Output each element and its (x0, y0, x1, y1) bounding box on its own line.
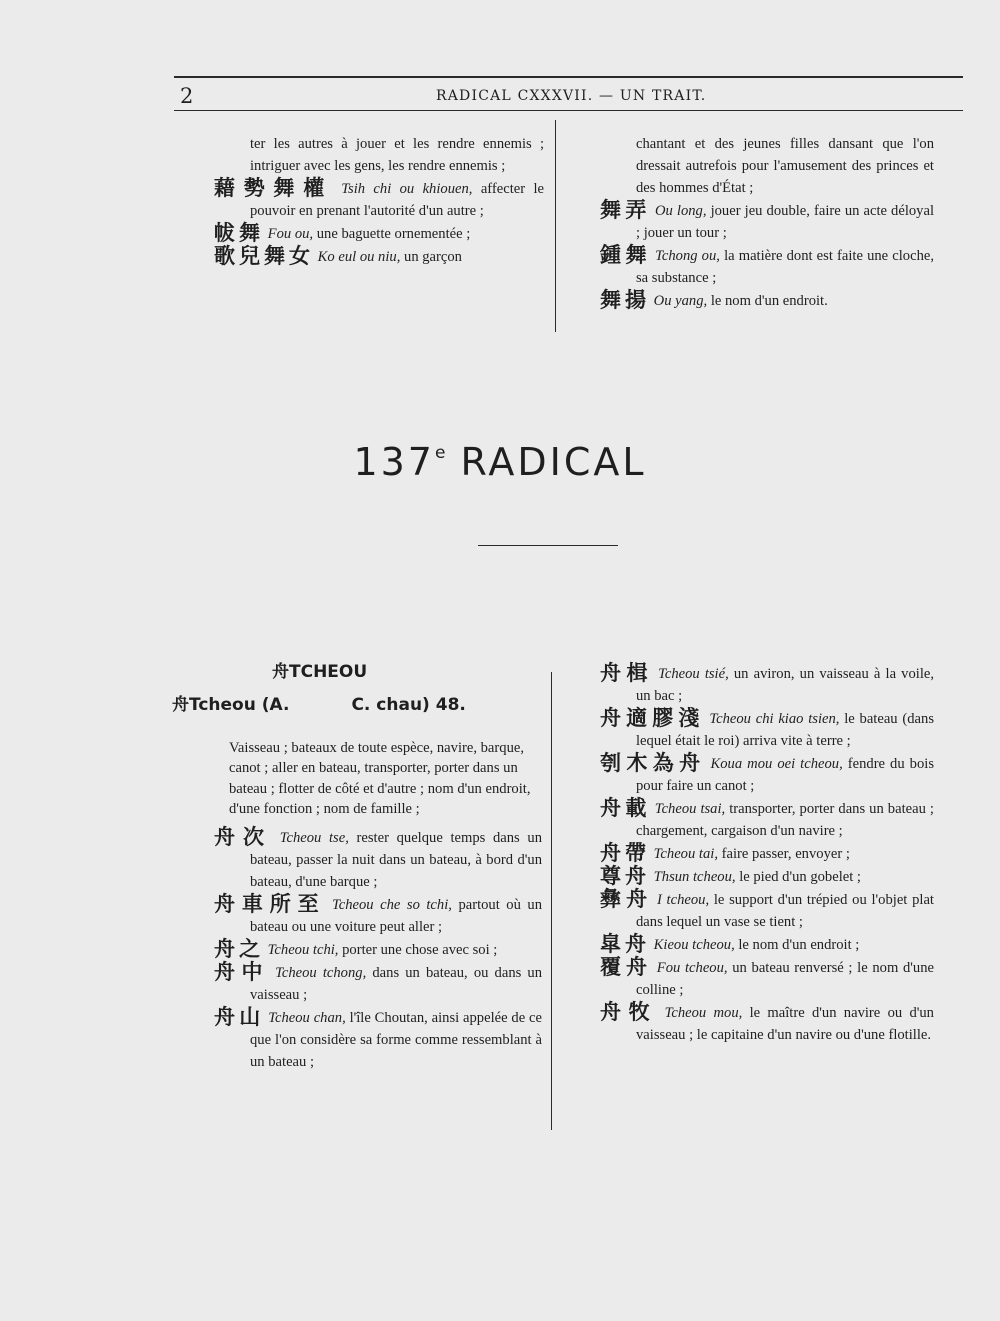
headword-line-char: 舟 (172, 695, 189, 715)
page-number: 2 (180, 84, 194, 108)
entry-romanization: Thsun tcheou, (653, 869, 736, 885)
entry-romanization: Ou yang, (653, 293, 708, 309)
entry-characters: 舞弄 (600, 198, 651, 222)
entry-definition: porter une chose avec soi ; (342, 942, 498, 958)
entry-definition: le pied d'un gobelet ; (739, 869, 861, 885)
section-title (0, 440, 1000, 484)
entry-characters: 鍾舞 (600, 243, 651, 267)
entry-romanization: Ko eul ou niu, (317, 249, 401, 265)
bottom-right-column (600, 662, 934, 1046)
entry-definition: chantant et des jeunes filles dansant que l'on dressait autrefois pour l'amusement des princes et des hommes d'État ; (636, 136, 934, 196)
headword-title-text: TCHEOU (289, 662, 368, 682)
dictionary-entry (600, 707, 934, 752)
entry-definition: jouer jeu double, faire un acte déloyal ; jouer un tour ; (636, 203, 935, 241)
entry-romanization: Kieou tcheou, (653, 937, 735, 953)
section-divider (478, 545, 618, 546)
entry-definition: un aviron, un vaisseau à la voile, un bac ; (636, 666, 934, 704)
dictionary-entry (214, 826, 542, 893)
entry-definition: faire passer, envoyer ; (721, 846, 850, 862)
entry-romanization: Tcheou tchong, (275, 965, 367, 981)
dictionary-entry (600, 662, 934, 707)
entry-characters: 皐舟 (600, 932, 650, 956)
headword-title (272, 657, 367, 682)
entry-characters: 舟之 (214, 937, 264, 961)
entry-romanization: Koua mou oei tcheou, (710, 756, 843, 772)
entry-definition: ter les autres à jouer et les rendre ennemis ; intriguer avec les gens, les rendre ennemis ; (250, 136, 544, 174)
entry-characters: 藉勢舞權 (214, 176, 333, 200)
dictionary-entry (214, 245, 544, 268)
entry-definition: le nom d'un endroit. (710, 293, 828, 309)
entry-definition: fendre du bois pour faire un canot ; (636, 756, 934, 794)
entry-definition: le nom d'un endroit ; (738, 937, 860, 953)
entry-definition: le maître d'un navire ou d'un vaisseau ; le capitaine d'un navire ou d'une flotille. (636, 1005, 934, 1043)
section-title-text: RADICAL (460, 440, 647, 484)
dictionary-entry (600, 865, 934, 888)
entry-romanization: Tcheou che so tchi, (331, 897, 452, 913)
entry-definition: affecter le pouvoir en prenant l'autorité d'un autre ; (250, 181, 544, 219)
dictionary-entry (600, 133, 934, 199)
dictionary-entry (600, 888, 934, 933)
entry-definition: un bateau renversé ; le nom d'une colline ; (636, 960, 935, 998)
dictionary-entry (600, 956, 934, 1001)
entry-characters: 舞揚 (600, 288, 650, 312)
entry-characters: 刳木為舟 (600, 751, 706, 775)
entry-romanization: Tcheou tai, (653, 846, 718, 862)
section-number: 137 (353, 440, 435, 484)
entry-definition: rester quelque temps dans un bateau, passer la nuit dans un bateau, à bord d'un bateau, d'une barque ; (250, 830, 542, 890)
entry-definition: un garçon (404, 249, 462, 265)
header-rule-bottom (174, 110, 963, 111)
entry-romanization: Ou long, (654, 203, 707, 219)
entry-characters: 彝舟 (600, 887, 653, 911)
entry-romanization: Fou tcheou, (656, 960, 728, 976)
entry-definition: le support d'un trépied ou l'objet plat dans lequel un vase se tient ; (636, 892, 934, 930)
column-divider-top (555, 120, 556, 332)
running-title: RADICAL CXXXVII. — UN TRAIT. (436, 88, 707, 104)
entry-characters: 舟載 (600, 796, 651, 820)
section-number-suffix: e (434, 443, 446, 463)
entry-characters: 歌兒舞女 (214, 244, 314, 268)
entry-romanization: Tcheou tse, (279, 830, 349, 846)
dictionary-entry (600, 842, 934, 865)
dictionary-entry (214, 222, 544, 245)
entry-definition: la matière dont est faite une cloche, sa substance ; (636, 248, 934, 286)
entry-definition: dans un bateau, ou dans un vaisseau ; (250, 965, 543, 1003)
entry-definition: une baguette ornementée ; (316, 226, 471, 242)
entry-definition: transporter, porter dans un bateau ; chargement, cargaison d'un navire ; (636, 801, 934, 839)
entry-romanization: Tchong ou, (655, 248, 720, 264)
entry-definition: l'île Choutan, ainsi appelée de ce que l'on considère sa forme comme ressemblant à un bateau ; (250, 1010, 542, 1070)
dictionary-entry (214, 938, 542, 961)
column-divider-bottom (551, 672, 552, 1130)
headword-line-a: Tcheou (A. (189, 695, 290, 715)
entry-characters: 舟中 (214, 960, 269, 984)
entry-characters: 舟楫 (600, 661, 653, 685)
headword-definition: Vaisseau ; bateaux de toute espèce, navire, barque, canot ; aller en bateau, transporter, porter dans un bateau ; flotter de côté et d'autre ; nom d'un endroit, d'une fonction ; nom de famille ; (229, 739, 531, 818)
entry-definition: partout où un bateau ou une voiture peut aller ; (250, 897, 542, 935)
entry-characters: 帗舞 (214, 221, 264, 245)
top-left-column (214, 133, 544, 268)
entry-definition: le bateau (dans lequel était le roi) arriva vite à terre ; (636, 711, 934, 749)
dictionary-entry (600, 797, 934, 842)
header-rule (174, 76, 963, 78)
headword-line-c: C. chau) 48. (351, 695, 466, 715)
entry-romanization: Tcheou tsai, (654, 801, 726, 817)
entry-romanization: Tcheou chan, (268, 1010, 346, 1026)
dictionary-entry (214, 893, 542, 938)
dictionary-entry (600, 244, 934, 289)
entry-romanization: Tsih chi ou khiouen, (341, 181, 473, 197)
entry-characters: 舟山 (214, 1005, 265, 1029)
entry-characters: 覆舟 (600, 955, 653, 979)
entry-romanization: Tcheou tchi, (267, 942, 339, 958)
entry-romanization: Tcheou mou, (664, 1005, 743, 1021)
bottom-left-column (214, 826, 542, 1073)
dictionary-entry (600, 199, 934, 244)
entry-characters: 舟牧 (600, 1000, 658, 1024)
dictionary-entry (600, 289, 934, 312)
top-right-column (600, 133, 934, 312)
dictionary-entry (600, 752, 934, 797)
headword-line (172, 690, 512, 715)
entry-characters: 尊舟 (600, 864, 650, 888)
entry-romanization: I tcheou, (656, 892, 710, 908)
entry-characters: 舟帶 (600, 841, 650, 865)
entry-romanization: Tcheou tsié, (658, 666, 729, 682)
entry-romanization: Fou ou, (267, 226, 314, 242)
dictionary-entry (214, 133, 544, 177)
dictionary-entry (214, 961, 542, 1006)
entry-characters: 舟車所至 (214, 892, 326, 916)
dictionary-entry (214, 1006, 542, 1073)
dictionary-entry (214, 177, 544, 222)
entry-romanization: Tcheou chi kiao tsien, (709, 711, 840, 727)
dictionary-entry (600, 1001, 934, 1046)
headword-title-char: 舟 (272, 662, 289, 682)
entry-characters: 舟適膠淺 (600, 706, 705, 730)
dictionary-entry (600, 933, 934, 956)
entry-characters: 舟次 (214, 825, 273, 849)
